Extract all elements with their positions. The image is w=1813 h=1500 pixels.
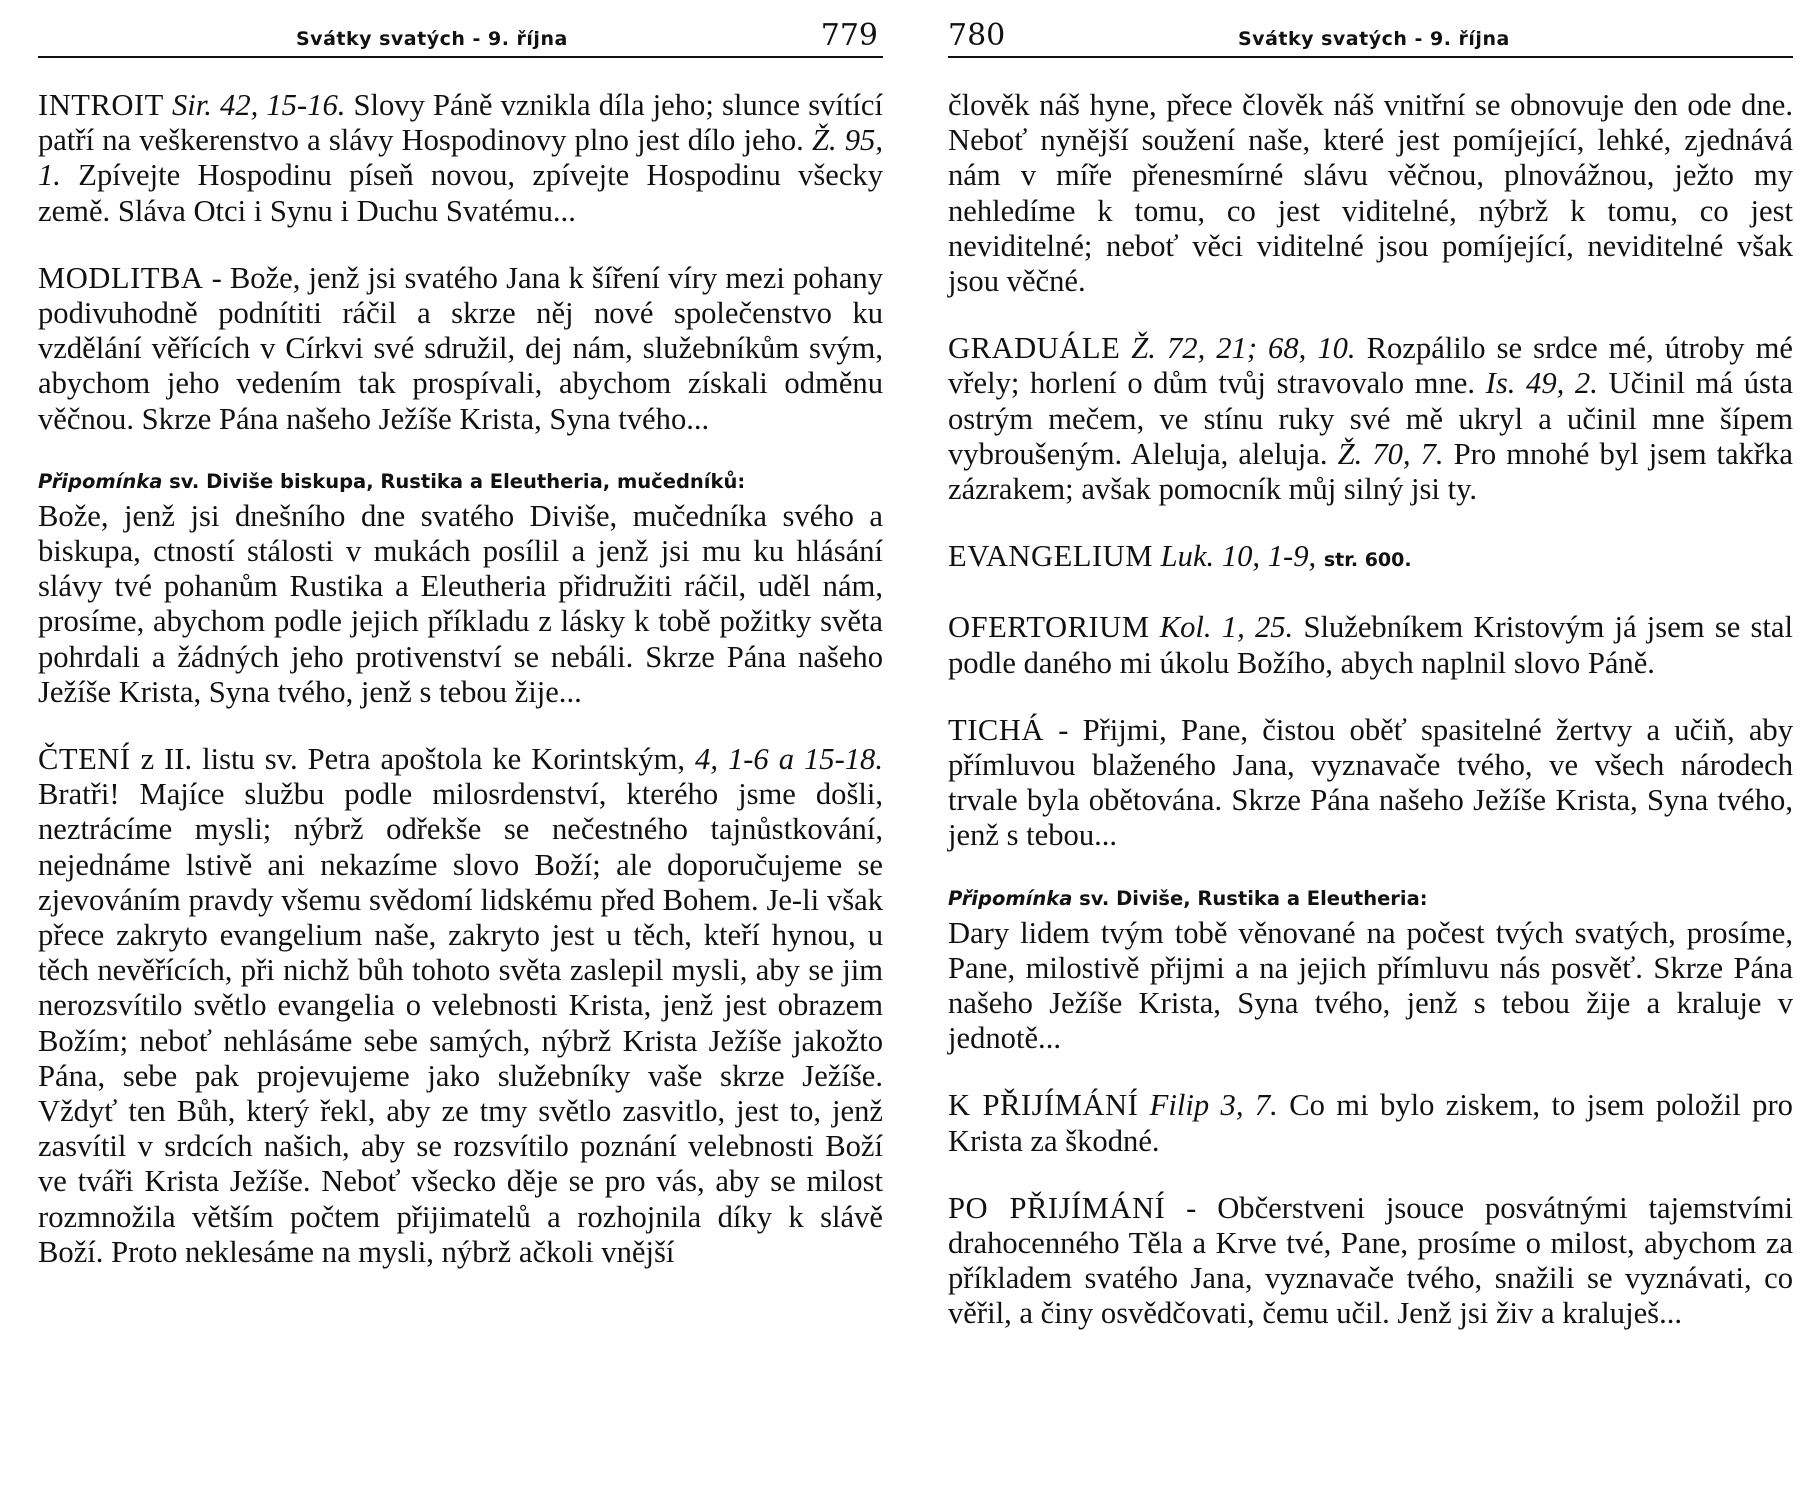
graduale-section [948,331,1793,507]
commemoration-subject: sv. Diviše biskupa, Rustika a Eleutheria, mučedníků: [169,469,746,493]
cteni-section [38,742,883,1270]
ofertorium-ref: Kol. 1, 25. [1159,610,1294,645]
evangelium-label: EVANGELIUM [948,539,1153,574]
graduale-ref: Ž. 72, 21; 68, 10. [1131,331,1356,366]
cteni-ref: 4, 1-6 a 15-18. [695,742,883,777]
k-prijimani-label: K PŘIJÍMÁNÍ [948,1088,1139,1123]
po-prijimani-text: - Občerstveni jsouce posvátnými tajemstvími drahocenného Těla a Krve tvé, Pane, prosíme o milost, abychom za příkladem svatého Jana, vyznavače tvého, snažili se vyznávati, co věřil, a činy osvědčovati, čemu učil. Jenž jsi živ a kraluješ... [948,1190,1793,1331]
graduale-ref3: Ž. 70, 7. [1337,436,1444,471]
k-prijimani-section [948,1088,1793,1158]
cteni-text2: Bratři! Majíce službu podle milosrdenství, kterého jsme došli, neztrácíme mysli; nýbrž odřekše se nečestného tajnůstkování, nejednáme lstivě ani nekazíme slovo Boží; ale doporučujeme se zjevováním pravdy všemu svědomí lidskému před Bohem. Je-li však přece zakryto evangelium naše, zakryto jest u těch, kteří hynou, u těch nevěřících, při nichž bůh tohoto světa zaslepil mysli, aby se jim nerozsvítilo světlo evangelia o velebnosti Krista, jenž jest obrazem Božím; neboť nehlásáme sebe samých, nýbrž Krista Ježíše jakožto Pána, sebe pak projevujeme jako služebníky vaše skrze Ježíše. Vždyť ten Bůh, který řekl, aby ze tmy světlo zasvitlo, jest to, jenž zasvítil v srdcích našich, aby se rozsvítilo poznání velebnosti Boží ve tváři Krista Ježíše. Neboť všecko děje se pro vás, aby se milost rozmnožila větším počtem přijimatelů a rozhojnila díky k slávě Boží. Proto neklesáme na mysli, nýbrž ačkoli vnější [38,777,883,1269]
introit-label: INTROIT [38,88,164,122]
commemoration-lead: Připomínka [38,469,163,493]
ofertorium-label: OFERTORIUM [948,610,1150,645]
po-prijimani-section [948,1191,1793,1332]
commemoration-heading [38,469,883,495]
commemoration-text: Dary lidem tvým tobě věnované na počest tvých svatých, prosíme, Pane, milostivě přijmi a na jejich přímluvu nás posvěť. Skrze Pána našeho Ježíše Krista, Syna tvého, jenž s tebou žije a kraluje v jednotě... [948,915,1793,1056]
introit-text: Slovy Páně vznikla díla jeho; slunce svítící patří na veškerenstvo a slávy Hospodinovy plno jest dílo jeho. [38,88,883,158]
cteni-label: ČTENÍ [38,742,131,777]
running-title: Svátky svatých - 9. října [296,28,568,50]
ticha-text: - Přijmi, Pane, čistou oběť spasitelné žertvy a učiň, aby přímluvou blaženého Jana, vyznavače tvého, ve všech národech trvale byla obětována. Skrze Pána našeho Ježíše Krista, Syna tvého, jenž s tebou... [948,712,1793,853]
evangelium-section [948,539,1793,578]
page-header [38,0,883,58]
graduale-text2: Učinil má ústa ostrým mečem, ve stínu ruky své mě ukryl a učinil mne šípem vybroušeným. Aleluja, aleluja. [948,366,1793,471]
graduale-text3: Pro mnohé byl jsem takřka zázrakem; avšak pomocník můj silný jsi ty. [948,436,1793,507]
introit-ref: Sir. 42, 15-16. [171,88,346,122]
graduale-label: GRADUÁLE [948,331,1121,366]
left-page [38,0,883,1500]
graduale-text: Rozpálilo se srdce mé, útroby mé vřely; horlení o dům tvůj stravovalo mne. [948,331,1793,401]
ofertorium-section [948,610,1793,680]
commemoration-lead: Připomínka [948,886,1073,910]
po-prijimani-label: PO PŘIJÍMÁNÍ [948,1190,1166,1225]
k-prijimani-text: Co mi bylo ziskem, to jsem položil pro Krista za škodné. [948,1088,1793,1158]
commemoration-text: Bože, jenž jsi dnešního dne svatého Diviše, mučedníka svého a biskupa, ctností stálosti v mukách posílil a jenž jsi mu ku hlásání slávy tvé pohanům Rustika a Eleutheria přidružiti ráčil, uděl nám, prosíme, abychom podle jejich příkladu z lásky k tobě požitky světa pohrdali a žádných jeho protivenství se nebáli. Skrze Pána našeho Ježíše Krista, Syna tvého, jenž s tebou žije... [38,498,883,709]
page-number: 779 [820,18,878,53]
ofertorium-text: Služebníkem Kristovým já jsem se stal podle daného mi úkolu Božího, abych naplnil slovo Páně. [948,610,1794,680]
introit-section [38,88,883,229]
ticha-label: TICHÁ [948,712,1044,747]
running-title: Svátky svatých - 9. října [1238,28,1510,50]
modlitba-section [38,261,883,437]
introit-text2: Zpívejte Hospodinu píseň novou, zpívejte Hospodinu všecky země. Sláva Otci i Synu i Duchu Svatému... [38,158,883,228]
modlitba-text: - Bože, jenž jsi svatého Jana k šíření víry mezi pohany podivuhodně podnítiti ráčil a skrze něj nové společenstvo ku vzdělání věřících v Církvi své sdružil, dej nám, služebníkům svým, abychom jeho vedením tak prospívali, abychom získali odměnu věčnou. Skrze Pána našeho Ježíše Krista, Syna tvého... [38,260,883,436]
graduale-ref2: Is. 49, 2. [1485,366,1598,401]
right-page [948,0,1793,1500]
cteni-text1: z II. listu sv. Petra apoštola ke Korintským, [140,742,686,777]
modlitba-label: MODLITBA [38,260,204,295]
evangelium-page: str. 600. [1323,549,1412,572]
k-prijimani-ref: Filip 3, 7. [1149,1088,1278,1123]
ticha-section [948,713,1793,854]
reading-continuation: člověk náš hyne, přece člověk náš vnitřní se obnovuje den ode dne. Neboť nynější soužení naše, které jest pomíjející, lehké, zjednává nám v míře přenesmírné slávu věčnou, plnovážnou, ježto my nehledíme k tomu, co jest viditelné, nýbrž k tomu, co jest neviditelné; neboť věci viditelné jsou pomíjející, neviditelné však jsou věčné. [948,88,1793,299]
commemoration-subject: sv. Diviše, Rustika a Eleutheria: [1079,886,1428,910]
introit-ref2: Ž. 95, 1. [38,123,883,193]
page-number: 780 [948,18,1006,53]
commemoration-heading [948,886,1793,912]
page-header [948,0,1793,58]
evangelium-ref: Luk. 10, 1-9, [1160,539,1317,574]
